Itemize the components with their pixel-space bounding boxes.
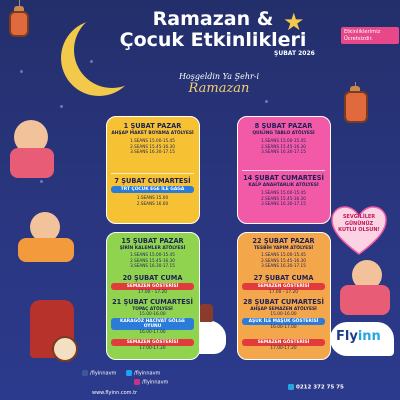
event-date: 20 ŞUBAT CUMA [122, 274, 183, 282]
child-body-illustration [18, 238, 74, 262]
event-date: 28 ŞUBAT CUMARTESİ [243, 298, 324, 306]
event-date: 14 ŞUBAT CUMARTESİ [243, 174, 324, 182]
title-line-2: Çocuk Etkinlikleri [119, 28, 307, 51]
session-item: 3.SEANS 16.30-17.15 [130, 149, 175, 154]
welcome-heading [176, 72, 262, 96]
event-date: 15 ŞUBAT PAZAR [121, 237, 184, 245]
event-date: 1 ŞUBAT PAZAR [123, 122, 182, 130]
event-activity: QUILING TABLO ATÖLYESİ [252, 131, 315, 137]
event-activity-band: SEMAZEN GÖSTERİSİ [242, 283, 325, 290]
session-item: 3.SEANS 16.30-17.15 [130, 263, 175, 268]
session-item: 1.SEANS 15.00-15.45 [261, 252, 306, 258]
twitter-link[interactable] [126, 370, 160, 377]
event-activity-band: TRT ÇOCUK EGE İLE GAGA [111, 186, 194, 193]
card-4-block-4 [242, 339, 325, 351]
event-activity-band: SEMAZEN GÖSTERİSİ [242, 339, 325, 346]
child-body-illustration [340, 285, 390, 315]
event-time: 15.00-16.00 [139, 312, 166, 318]
session-list [111, 138, 194, 154]
session-list [111, 195, 194, 206]
session-item: 2.SEANS 16.00 [136, 200, 169, 206]
free-events-badge: Etkinliklerimiz Ücretsizdir. [341, 27, 399, 44]
event-date: 22 ŞUBAT PAZAR [252, 237, 315, 245]
session-list [242, 138, 325, 154]
session-item: 2.SEANS 15.45-16.30 [130, 257, 175, 263]
event-date: 21 ŞUBAT CUMARTESİ [112, 298, 193, 306]
event-time: 17.00 - 17.20 [138, 290, 167, 296]
event-date: 27 ŞUBAT CUMA [253, 274, 314, 282]
star-dot [20, 70, 23, 73]
event-date: 7 ŞUBAT CUMARTESİ [114, 177, 191, 185]
heart-line-3: KUTLU OLSUN! [338, 227, 380, 233]
heart-line-2: GÜNÜNÜZ [344, 220, 374, 227]
twitter-handle: /flyinnavm [134, 370, 161, 377]
logo-part-2: inn [357, 329, 381, 344]
session-item: 3.SEANS 16.30-17.15 [261, 149, 306, 154]
event-card-3 [106, 232, 200, 360]
welcome-line-1: Hoşgeldin Ya Şehr-i [178, 72, 260, 81]
event-activity: KALP ANAHTARLIK ATÖLYESİ [248, 183, 319, 189]
card-2-bottom [242, 175, 325, 206]
event-card-2 [237, 116, 331, 224]
event-activity-band: SEMAZEN GÖSTERİSİ [111, 339, 194, 346]
card-4-block-1 [242, 238, 325, 268]
welcome-line-2: Ramazan [188, 81, 250, 96]
session-item: 2.SEANS 15.45-16.30 [261, 257, 306, 263]
card-2-top [242, 123, 325, 154]
session-item: 1.SEANS 15.00-15.45 [261, 138, 306, 144]
twitter-icon [126, 370, 132, 376]
child-body-illustration [10, 148, 54, 178]
star-dot [265, 100, 268, 103]
session-list [242, 252, 325, 268]
instagram-icon [134, 379, 140, 385]
star-dot [40, 180, 43, 183]
event-activity: TESBİH YAPIM ATÖLYESİ [253, 246, 314, 252]
phone-icon [288, 384, 294, 390]
session-item: 1.SEANS 15.00-15.45 [130, 252, 175, 258]
valentines-message [330, 214, 388, 234]
facebook-icon [82, 370, 88, 376]
event-activity-band: SEMAZEN GÖSTERİSİ [111, 283, 194, 290]
event-card-1 [106, 116, 200, 224]
divider [111, 173, 194, 174]
session-item: 2.SEANS 15.45-16.30 [130, 143, 175, 149]
event-card-4 [237, 232, 331, 360]
card-3-block-4 [111, 339, 194, 351]
card-3-block-3 [111, 299, 194, 335]
month-label: ŞUBAT 2026 [274, 50, 315, 57]
event-activity: TOPAÇ ATÖLYESİ [132, 307, 173, 313]
event-activity: ŞİRİN KALEMLER ATÖLYESİ [119, 246, 186, 252]
phone-number[interactable] [288, 384, 344, 391]
event-activity: AHŞAP MAKET BOYAMA ATÖLYESİ [111, 131, 194, 137]
logo-part-1: Fly [336, 329, 358, 344]
page-title [118, 9, 308, 51]
card-3-block-2 [111, 275, 194, 295]
dervish-hat-icon [199, 304, 213, 322]
session-item: 1.SEANS 15.00-15.45 [261, 190, 306, 196]
event-activity: AHŞAP SEMAZEN ATÖLYESİ [250, 307, 317, 313]
event-date: 8 ŞUBAT PAZAR [254, 122, 313, 130]
card-4-block-3 [242, 299, 325, 330]
session-item: 3.SEANS 16.30-17.15 [261, 201, 306, 206]
heart-line-1: SEVGİLİLER [342, 214, 376, 220]
instagram-link[interactable] [134, 379, 168, 386]
session-item: 1.SEANS 15.00 [136, 195, 169, 201]
event-time: 16.00-17.00 [270, 325, 297, 331]
drum-icon [52, 336, 78, 362]
instagram-handle: /flyinnavm [142, 379, 169, 386]
event-time: 17.00-17.20 [139, 346, 166, 351]
flyinn-logo-text [336, 329, 381, 344]
session-item: 3.SEANS 16.30-17.15 [261, 263, 306, 268]
lantern-icon [8, 0, 30, 37]
star-icon: ★ [283, 8, 305, 36]
session-item: 2.SEANS 15.45-16.30 [261, 195, 306, 201]
event-time: 15.00-16.00 [270, 312, 297, 318]
title-line-1: Ramazan & [152, 8, 274, 30]
event-activity-band: AŞUK İLE MAŞUK GÖSTERİSİ [242, 318, 325, 325]
facebook-handle: /flyinnavm [90, 370, 117, 377]
session-list [242, 190, 325, 206]
card-1-top [111, 123, 194, 154]
event-time: 17.00-17.20 [270, 346, 297, 351]
event-time: 16.00-17.00 [139, 330, 166, 336]
website-link[interactable] [92, 390, 137, 396]
facebook-link[interactable] [82, 370, 116, 377]
session-item: 2.SEANS 15.45-16.30 [261, 143, 306, 149]
divider [242, 170, 325, 171]
website-url: www.flyinn.com.tr [92, 390, 138, 396]
star-dot [60, 105, 63, 108]
card-1-bottom [111, 178, 194, 206]
card-3-block-1 [111, 238, 194, 268]
lantern-icon [344, 82, 366, 123]
event-time: 17.00 - 17.20 [269, 290, 298, 296]
card-4-block-2 [242, 275, 325, 295]
session-list [111, 252, 194, 268]
phone-text: 0212 372 75 75 [296, 384, 344, 391]
event-activity-band: KARAGÖZ HACİVAT GÖLGE OYUNU [111, 318, 194, 330]
session-item: 1.SEANS 15.00-15.45 [130, 138, 175, 144]
